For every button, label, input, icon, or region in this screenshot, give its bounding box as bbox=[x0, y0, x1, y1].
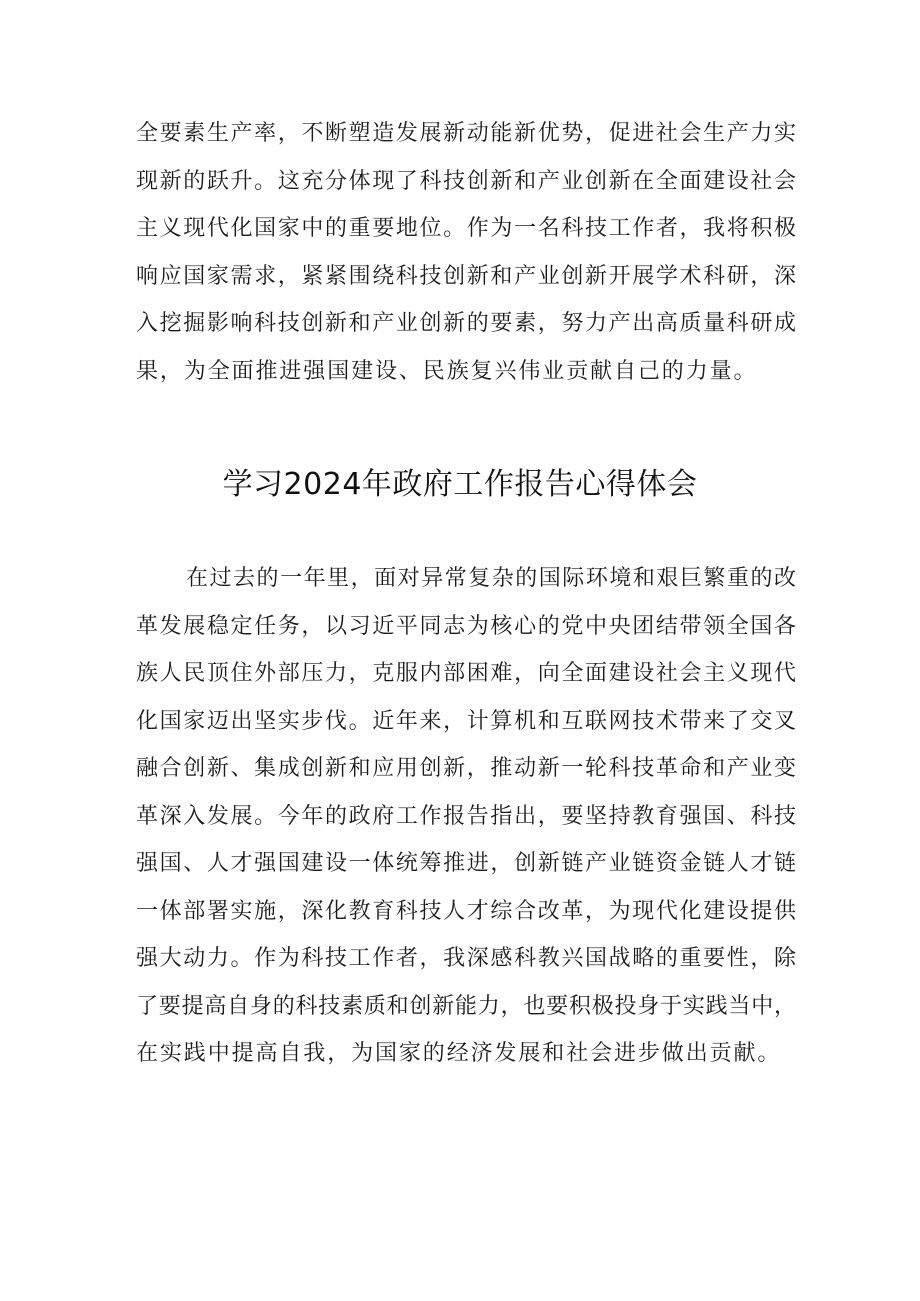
paragraph-line: 族人民顶住外部压力，克服内部困难，向全面建设社会主义现代 bbox=[136, 661, 796, 686]
paragraph-line: 了要提高自身的科技素质和创新能力，也要积极投身于实践当中， bbox=[136, 993, 796, 1019]
paragraph-line: 在实践中提高自我，为国家的经济发展和社会进步做出贡献。 bbox=[136, 1041, 782, 1066]
paragraph-line: 一体部署实施，深化教育科技人才综合改革，为现代化建设提供 bbox=[136, 898, 796, 924]
paragraph-line: 全要素生产率，不断塑造发展新动能新优势，促进社会生产力实 bbox=[136, 121, 796, 146]
paragraph-line: 化国家迈出坚实步伐。近年来，计算机和互联网技术带来了交叉 bbox=[136, 708, 796, 734]
main-paragraph bbox=[136, 555, 796, 1078]
paragraph-line: 融合创新、集成创新和应用创新，推动新一轮科技革命和产业变 bbox=[136, 756, 796, 781]
document-title: 学习2024年政府工作报告心得体会 bbox=[222, 467, 698, 502]
paragraph-line: 强国、人才强国建设一体统筹推进，创新链产业链资金链人才链 bbox=[136, 851, 796, 876]
paragraph-line: 现新的跃升。这充分体现了科技创新和产业创新在全面建设社会 bbox=[136, 168, 796, 194]
paragraph-line: 入挖掘影响科技创新和产业创新的要素，努力产出高质量科研成 bbox=[136, 311, 796, 336]
paragraph-line: 革发展稳定任务，以习近平同志为核心的党中央团结带领全国各 bbox=[136, 613, 796, 639]
paragraph-line: 在过去的一年里，面对异常复杂的国际环境和艰巨繁重的改 bbox=[186, 566, 796, 591]
paragraph-line: 强大动力。作为科技工作者，我深感科教兴国战略的重要性，除 bbox=[136, 946, 796, 971]
paragraph-line: 革深入发展。今年的政府工作报告指出，要坚持教育强国、科技 bbox=[136, 803, 796, 829]
paragraph-line: 响应国家需求，紧紧围绕科技创新和产业创新开展学术科研，深 bbox=[136, 263, 796, 289]
paragraph-line: 果，为全面推进强国建设、民族复兴伟业贡献自己的力量。 bbox=[136, 358, 758, 384]
intro-paragraph bbox=[136, 110, 796, 395]
paragraph-line: 主义现代化国家中的重要地位。作为一名科技工作者，我将积极 bbox=[136, 216, 796, 241]
